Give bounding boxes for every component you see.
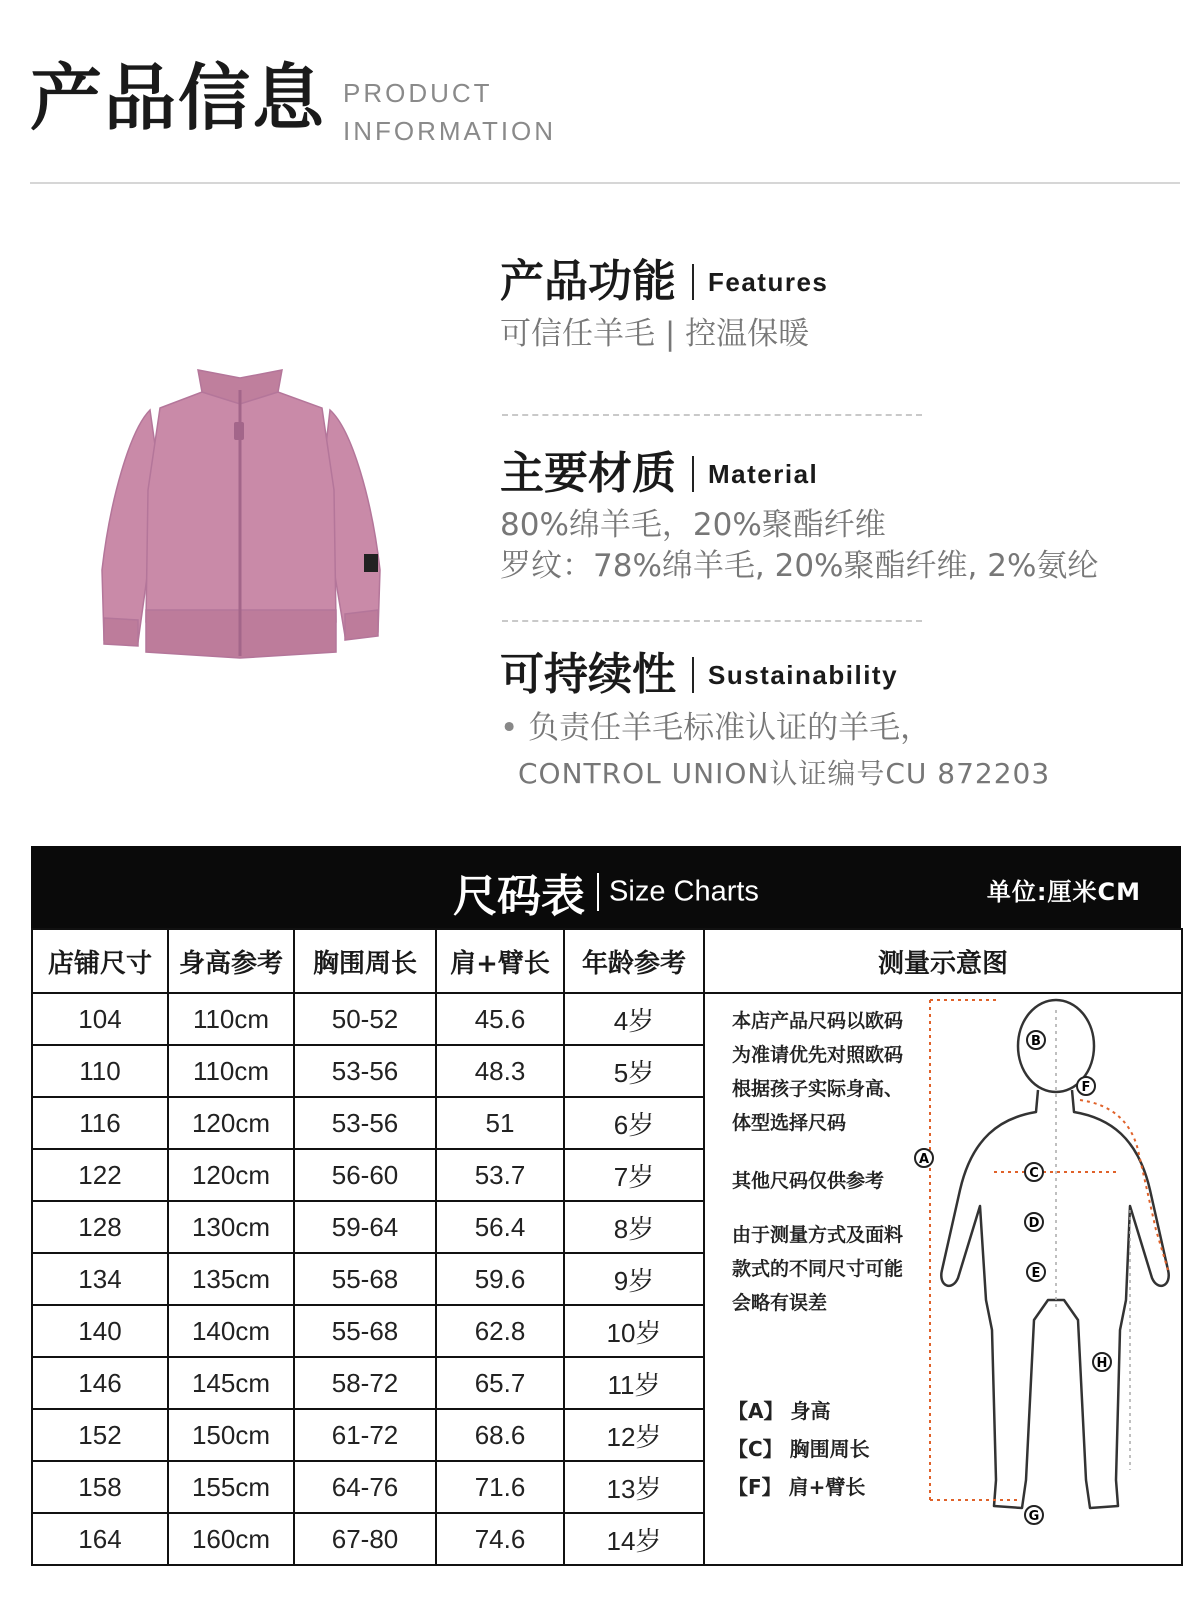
cell-store-size: 128 <box>32 1201 168 1253</box>
size-table-header-row <box>32 929 1182 993</box>
cell-age: 6岁 <box>564 1097 704 1149</box>
size-chart-title-en: Size Charts <box>609 875 759 908</box>
sustainability-title-en: Sustainability <box>708 659 899 690</box>
header-store-size: 店铺尺寸 <box>32 929 168 993</box>
body-measurement-figure <box>918 1000 1180 1530</box>
cell-shoulder-arm: 74.6 <box>436 1513 564 1565</box>
legend-key: 【C】 <box>728 1437 783 1461</box>
cell-shoulder-arm: 48.3 <box>436 1045 564 1097</box>
cell-chest: 53-56 <box>294 1045 436 1097</box>
cell-store-size: 110 <box>32 1045 168 1097</box>
cell-chest: 58-72 <box>294 1357 436 1409</box>
section-divider <box>502 620 922 622</box>
cell-store-size: 158 <box>32 1461 168 1513</box>
legend-label: 肩+臂长 <box>788 1475 866 1499</box>
cell-store-size: 134 <box>32 1253 168 1305</box>
sustainability-divider <box>692 657 694 693</box>
sustainability-text-1: 负责任羊毛标准认证的羊毛， <box>528 710 932 746</box>
cell-age: 14岁 <box>564 1513 704 1565</box>
material-title-en: Material <box>708 458 819 489</box>
cell-chest: 55-68 <box>294 1253 436 1305</box>
cell-chest: 59-64 <box>294 1201 436 1253</box>
header-chest: 胸围周长 <box>294 929 436 993</box>
cell-age: 12岁 <box>564 1409 704 1461</box>
cell-height: 145cm <box>168 1357 294 1409</box>
cell-chest: 50-52 <box>294 993 436 1045</box>
size-chart-unit: 单位:厘米CM <box>986 878 1141 906</box>
cell-age: 8岁 <box>564 1201 704 1253</box>
marker-label: H <box>1096 1356 1108 1371</box>
cell-shoulder-arm: 62.8 <box>436 1305 564 1357</box>
cell-shoulder-arm: 59.6 <box>436 1253 564 1305</box>
cell-chest: 55-68 <box>294 1305 436 1357</box>
cell-age: 10岁 <box>564 1305 704 1357</box>
marker-c-icon <box>1025 1163 1043 1181</box>
size-chart-title-cn: 尺码表 <box>453 871 586 922</box>
cell-height: 110cm <box>168 1045 294 1097</box>
cell-height: 120cm <box>168 1149 294 1201</box>
sustainability-line-2: CONTROL UNION认证编号CU 872203 <box>518 757 1051 790</box>
marker-label: C <box>1029 1166 1039 1181</box>
cell-age: 7岁 <box>564 1149 704 1201</box>
cell-height: 160cm <box>168 1513 294 1565</box>
sustainability-line-1 <box>500 708 931 749</box>
legend-key: 【F】 <box>728 1475 782 1499</box>
cell-chest: 53-56 <box>294 1097 436 1149</box>
header-shoulder-arm: 肩+臂长 <box>436 929 564 993</box>
cell-shoulder-arm: 45.6 <box>436 993 564 1045</box>
cell-shoulder-arm: 53.7 <box>436 1149 564 1201</box>
section-divider <box>502 414 922 416</box>
legend-key: 【A】 <box>728 1399 784 1423</box>
cell-shoulder-arm: 56.4 <box>436 1201 564 1253</box>
diagram-note-2: 为准请优先对照欧码 <box>732 1044 904 1066</box>
marker-h-icon <box>1093 1353 1111 1371</box>
features-title-cn: 产品功能 <box>500 256 676 307</box>
cell-height: 155cm <box>168 1461 294 1513</box>
subtitle-line-2: INFORMATION <box>343 116 557 146</box>
legend-item-c <box>728 1430 928 1468</box>
page-subtitle <box>343 74 556 150</box>
sustainability-heading <box>500 649 899 700</box>
diagram-note-4: 体型选择尺码 <box>732 1112 847 1134</box>
header-age: 年龄参考 <box>564 929 704 993</box>
sustainability-title-cn: 可持续性 <box>500 649 676 700</box>
marker-label: G <box>1028 1509 1040 1524</box>
diagram-legend <box>728 1392 928 1506</box>
header-divider <box>30 182 1180 184</box>
cell-age: 4岁 <box>564 993 704 1045</box>
material-line-1: 80%绵羊毛，20%聚酯纤维 <box>500 507 886 543</box>
cell-store-size: 152 <box>32 1409 168 1461</box>
legend-item-f <box>728 1468 928 1506</box>
marker-e-icon <box>1027 1263 1045 1281</box>
diagram-variance-3: 会略有误差 <box>732 1292 828 1314</box>
features-text: 可信任羊毛 | 控温保暖 <box>500 316 810 352</box>
marker-a-icon <box>915 1149 933 1167</box>
cell-age: 5岁 <box>564 1045 704 1097</box>
cell-chest: 67-80 <box>294 1513 436 1565</box>
cell-store-size: 164 <box>32 1513 168 1565</box>
cell-height: 150cm <box>168 1409 294 1461</box>
material-divider <box>692 456 694 492</box>
cell-store-size: 122 <box>32 1149 168 1201</box>
cell-shoulder-arm: 68.6 <box>436 1409 564 1461</box>
features-title-en: Features <box>708 266 829 297</box>
cell-store-size: 116 <box>32 1097 168 1149</box>
cell-shoulder-arm: 65.7 <box>436 1357 564 1409</box>
material-heading <box>500 448 819 499</box>
bullet-icon: • <box>500 710 519 746</box>
legend-label: 胸围周长 <box>789 1437 870 1461</box>
marker-d-icon <box>1025 1213 1043 1231</box>
marker-label: E <box>1031 1266 1041 1281</box>
cell-height: 135cm <box>168 1253 294 1305</box>
diagram-note-3: 根据孩子实际身高、 <box>732 1078 904 1100</box>
cell-height: 140cm <box>168 1305 294 1357</box>
diagram-reference-note: 其他尺码仅供参考 <box>732 1170 885 1192</box>
cell-shoulder-arm: 51 <box>436 1097 564 1149</box>
diagram-variance-1: 由于测量方式及面料 <box>732 1224 904 1246</box>
marker-label: F <box>1081 1080 1091 1095</box>
page-title: 产品信息 <box>30 56 327 140</box>
size-chart-title-divider <box>597 873 599 911</box>
material-line-2: 罗纹：78%绵羊毛, 20%聚酯纤维, 2%氨纶 <box>500 548 1099 584</box>
cell-chest: 64-76 <box>294 1461 436 1513</box>
diagram-note-1: 本店产品尺码以欧码 <box>732 1010 904 1032</box>
cell-chest: 61-72 <box>294 1409 436 1461</box>
cell-height: 130cm <box>168 1201 294 1253</box>
legend-item-a <box>728 1392 928 1430</box>
cell-shoulder-arm: 71.6 <box>436 1461 564 1513</box>
cell-store-size: 146 <box>32 1357 168 1409</box>
material-title-cn: 主要材质 <box>500 448 676 499</box>
product-jacket-image <box>90 370 390 680</box>
diagram-variance-2: 款式的不同尺寸可能 <box>732 1258 904 1280</box>
cell-age: 11岁 <box>564 1357 704 1409</box>
cell-age: 9岁 <box>564 1253 704 1305</box>
legend-label: 身高 <box>790 1399 831 1423</box>
cell-age: 13岁 <box>564 1461 704 1513</box>
cell-chest: 56-60 <box>294 1149 436 1201</box>
cell-store-size: 140 <box>32 1305 168 1357</box>
marker-g-icon <box>1025 1506 1043 1524</box>
subtitle-line-1: PRODUCT <box>343 78 493 108</box>
features-divider <box>692 264 694 300</box>
marker-label: A <box>918 1152 930 1167</box>
header-height: 身高参考 <box>168 929 294 993</box>
marker-f-icon <box>1077 1077 1095 1095</box>
marker-label: D <box>1028 1216 1040 1231</box>
header-diagram: 测量示意图 <box>704 929 1182 993</box>
cell-height: 120cm <box>168 1097 294 1149</box>
features-heading <box>500 256 829 307</box>
marker-label: B <box>1031 1034 1041 1049</box>
cell-height: 110cm <box>168 993 294 1045</box>
cell-store-size: 104 <box>32 993 168 1045</box>
size-chart-header <box>31 846 1181 928</box>
marker-b-icon <box>1027 1031 1045 1049</box>
diagram-notes <box>732 1004 942 1320</box>
